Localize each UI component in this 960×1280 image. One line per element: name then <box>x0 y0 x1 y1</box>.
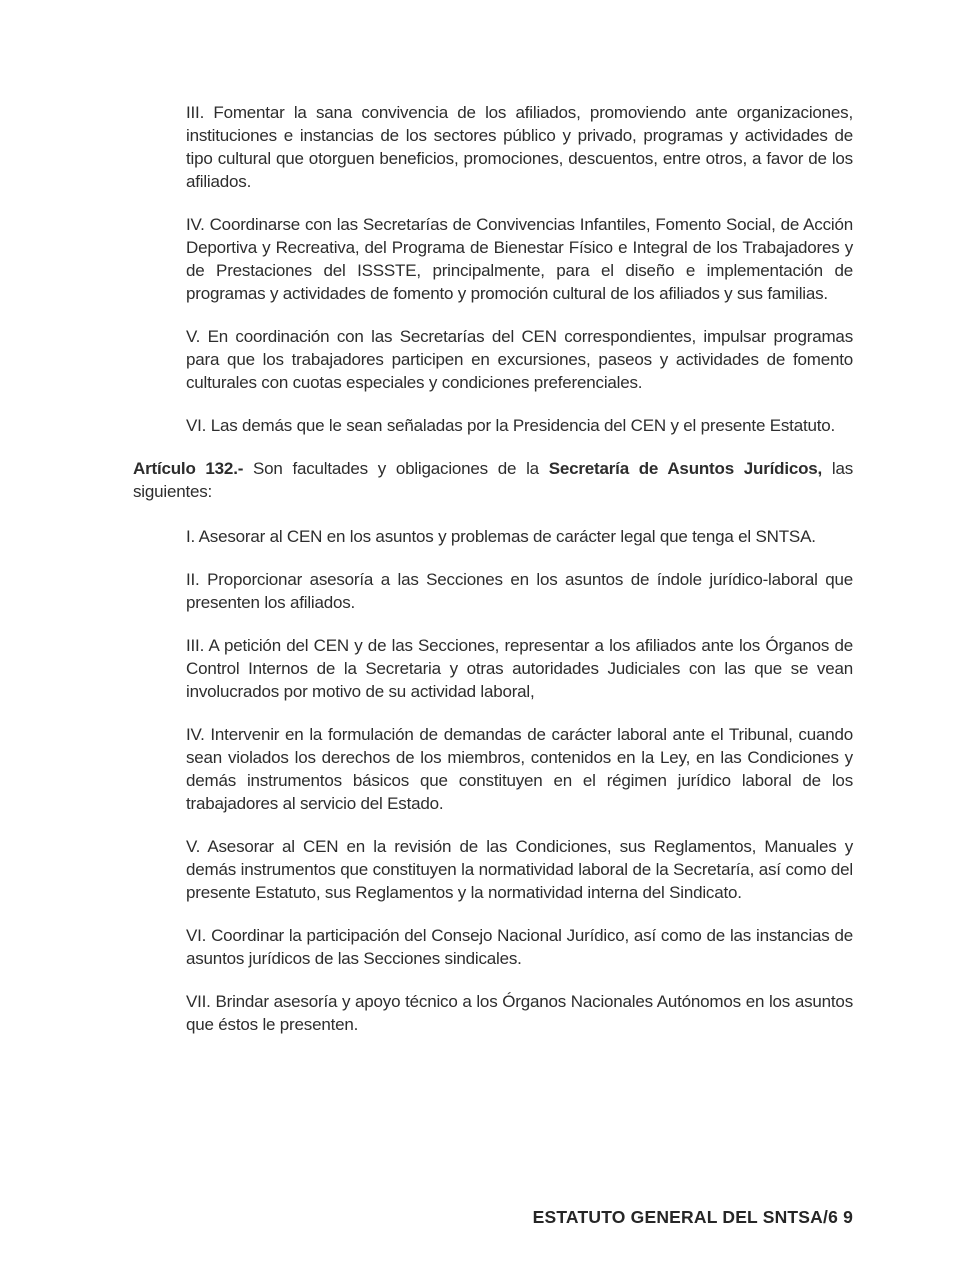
statute-clause: VI. Coordinar la participación del Consejo Nacional Jurídico, así como de las instancias de asuntos jurídicos de las Secciones sindicales. <box>186 926 853 968</box>
statute-clause: IV. Intervenir en la formulación de demandas de carácter laboral ante el Tribunal, cuando sean violados los derechos de los miembros, contenidos en la Ley, en las Condiciones y demás instrumentos básicos que constituyen en el régimen jurídico laboral de los trabajadores al servicio del Estado. <box>186 725 853 813</box>
article-heading <box>133 457 853 503</box>
statute-clause: II. Proporcionar asesoría a las Secciones en los asuntos de índole jurídico-laboral que presenten los afiliados. <box>186 570 853 612</box>
footer-title-and-page-number: ESTATUTO GENERAL DEL SNTSA/6 9 <box>532 1207 853 1227</box>
statute-clause: VI. Las demás que le sean señaladas por la Presidencia del CEN y el presente Estatuto. <box>186 416 836 435</box>
statute-clause: V. En coordinación con las Secretarías del CEN correspondientes, impulsar programas para que los trabajadores participen en excursiones, paseos y actividades de fomento culturales con cuotas especiales y condiciones preferenciales. <box>186 327 853 392</box>
page-footer <box>533 1206 853 1228</box>
statute-clause: III. Fomentar la sana convivencia de los afiliados, promoviendo ante organizaciones, instituciones e instancias de los sectores público y privado, programas y actividades de tipo cultural que otorguen beneficios, promociones, descuentos, entre otros, a favor de los afiliados. <box>186 103 853 191</box>
article-number-label: Artículo 132.- <box>133 459 244 478</box>
article-clause-list <box>133 525 853 1036</box>
pre-article-clause-list <box>133 101 853 437</box>
article-subject-bold: Secretaría de Asuntos Jurídicos, <box>548 459 823 478</box>
statute-clause: V. Asesorar al CEN en la revisión de las Condiciones, sus Reglamentos, Manuales y demás instrumentos que constituyen la normatividad laboral de la Secretaría, así como del presente Estatuto, sus Reglamentos y la normatividad interna del Sindicato. <box>186 837 853 902</box>
statute-clause: IV. Coordinarse con las Secretarías de Convivencias Infantiles, Fomento Social, de Acción Deportiva y Recreativa, del Programa de Bienestar Físico e Integral de los Trabajadores y de Prestaciones del ISSSTE, principalmente, para el diseño e implementación de programas y actividades de fomento y promoción cultural de los afiliados y sus familias. <box>186 215 853 303</box>
statute-clause: I. Asesorar al CEN en los asuntos y problemas de carácter legal que tenga el SNTSA. <box>186 527 816 546</box>
statute-clause: III. A petición del CEN y de las Secciones, representar a los afiliados ante los Órganos de Control Internos de la Secretaria y otras autoridades Judiciales con las que se vean involucrados por motivo de su actividad laboral, <box>186 636 853 701</box>
article-text-mid: Son facultades y obligaciones de la <box>243 459 549 478</box>
statute-clause: VII. Brindar asesoría y apoyo técnico a los Órganos Nacionales Autónomos en los asuntos que éstos le presenten. <box>186 992 853 1034</box>
article-text-end: las siguientes: <box>133 459 854 501</box>
